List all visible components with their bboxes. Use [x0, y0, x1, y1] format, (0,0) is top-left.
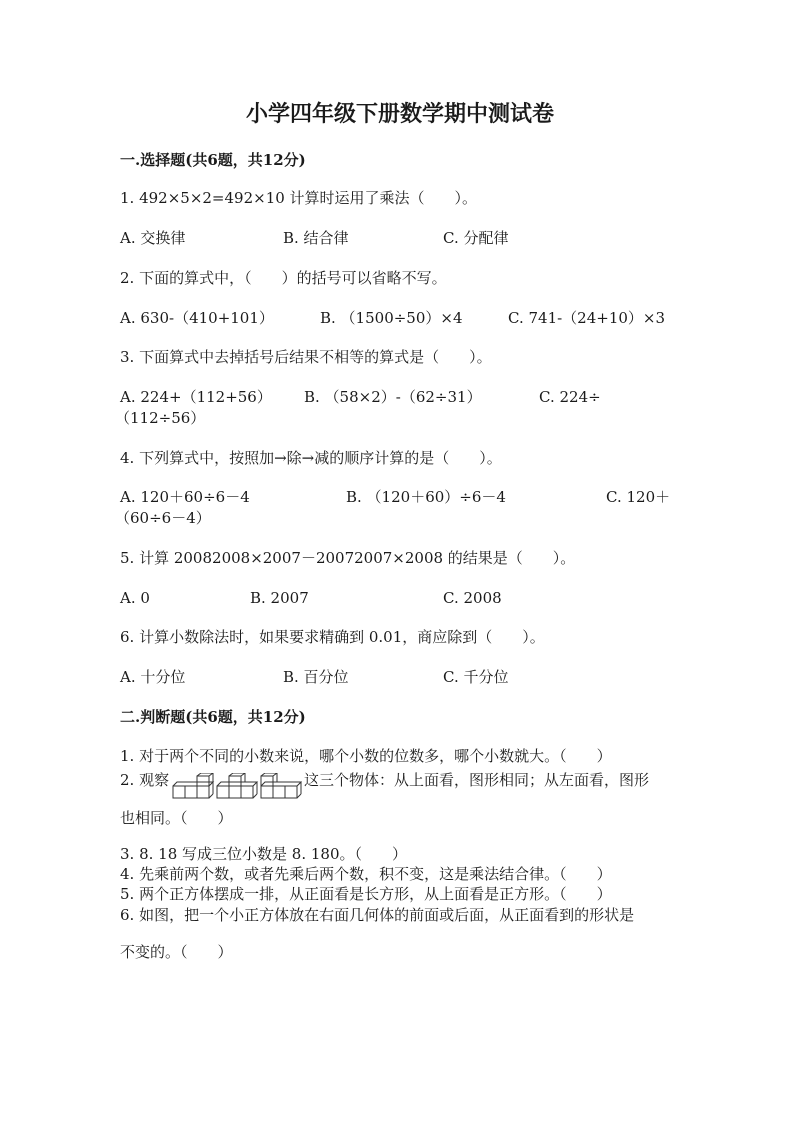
cube-object-1 — [173, 773, 213, 798]
question-4-stem: 4. 下列算式中，按照加→除→减的顺序计算的是（ ）。 — [120, 449, 502, 467]
question-5-stem: 5. 计算 20082008×2007－20072007×2008 的结果是（ ）。 — [120, 549, 576, 567]
question-6-option-c: C. 千分位 — [443, 668, 509, 686]
question-2-option-c: C. 741-（24+10）×3 — [508, 309, 666, 327]
question-5-option-b: B. 2007 — [250, 589, 309, 607]
question-3-option-c-continuation: （112÷56） — [115, 409, 206, 427]
question-4-option-c: C. 120＋ — [606, 488, 671, 506]
judgement-6: 6. 如图，把一个小正方体放在右面几何体的前面或后面，从正面看到的形状是 — [120, 906, 635, 924]
question-1-option-c: C. 分配律 — [443, 229, 509, 247]
page-title: 小学四年级下册数学期中测试卷 — [245, 101, 554, 127]
judgement-4: 4. 先乘前两个数，或者先乘后两个数，积不变，这是乘法结合律。（ ） — [120, 865, 612, 883]
three-cube-objects-figure — [172, 773, 302, 803]
question-3-option-a: A. 224+（112+56） — [120, 388, 272, 406]
question-4-option-a: A. 120＋60÷6－4 — [120, 488, 250, 506]
question-1-option-a: A. 交换律 — [120, 229, 186, 247]
question-6-option-b: B. 百分位 — [283, 668, 349, 686]
question-4-option-c-continuation: （60÷6－4） — [115, 509, 211, 527]
question-1-stem: 1. 492×5×2=492×10 计算时运用了乘法（ ）。 — [120, 189, 478, 207]
question-2-stem: 2. 下面的算式中，（ ）的括号可以省略不写。 — [120, 269, 447, 287]
question-5-option-c: C. 2008 — [443, 589, 502, 607]
question-1-option-b: B. 结合律 — [283, 229, 349, 247]
section-heading-judgement: 二.判断题(共6题，共12分) — [120, 708, 306, 726]
question-6-option-a: A. 十分位 — [120, 668, 186, 686]
judgement-2-continuation: 也相同。（ ） — [120, 809, 233, 827]
judgement-5: 5. 两个正方体摆成一排，从正面看是长方形，从上面看是正方形。（ ） — [120, 885, 612, 903]
question-5-option-a: A. 0 — [120, 589, 150, 607]
judgement-6-continuation: 不变的。（ ） — [120, 943, 233, 961]
judgement-2-prefix: 2. 观察 — [120, 771, 170, 789]
cube-object-3 — [261, 773, 301, 798]
question-3-option-b: B. （58×2）-（62÷31） — [304, 388, 482, 406]
judgement-2-text: 这三个物体：从上面看，图形相同；从左面看，图形 — [304, 771, 650, 789]
question-4-option-b: B. （120＋60）÷6－4 — [346, 488, 506, 506]
question-3-option-c: C. 224÷ — [539, 388, 601, 406]
cube-object-2 — [217, 773, 257, 798]
question-3-stem: 3. 下面算式中去掉括号后结果不相等的算式是（ ）。 — [120, 348, 492, 366]
judgement-3: 3. 8. 18 写成三位小数是 8. 180。（ ） — [120, 845, 407, 863]
section-heading-choice: 一.选择题(共6题，共12分) — [120, 151, 306, 169]
question-2-option-a: A. 630-（410+101） — [120, 309, 274, 327]
question-6-stem: 6. 计算小数除法时，如果要求精确到 0.01，商应除到（ ）。 — [120, 628, 545, 646]
judgement-1: 1. 对于两个不同的小数来说，哪个小数的位数多，哪个小数就大。（ ） — [120, 747, 612, 765]
question-2-option-b: B. （1500÷50）×4 — [320, 309, 463, 327]
